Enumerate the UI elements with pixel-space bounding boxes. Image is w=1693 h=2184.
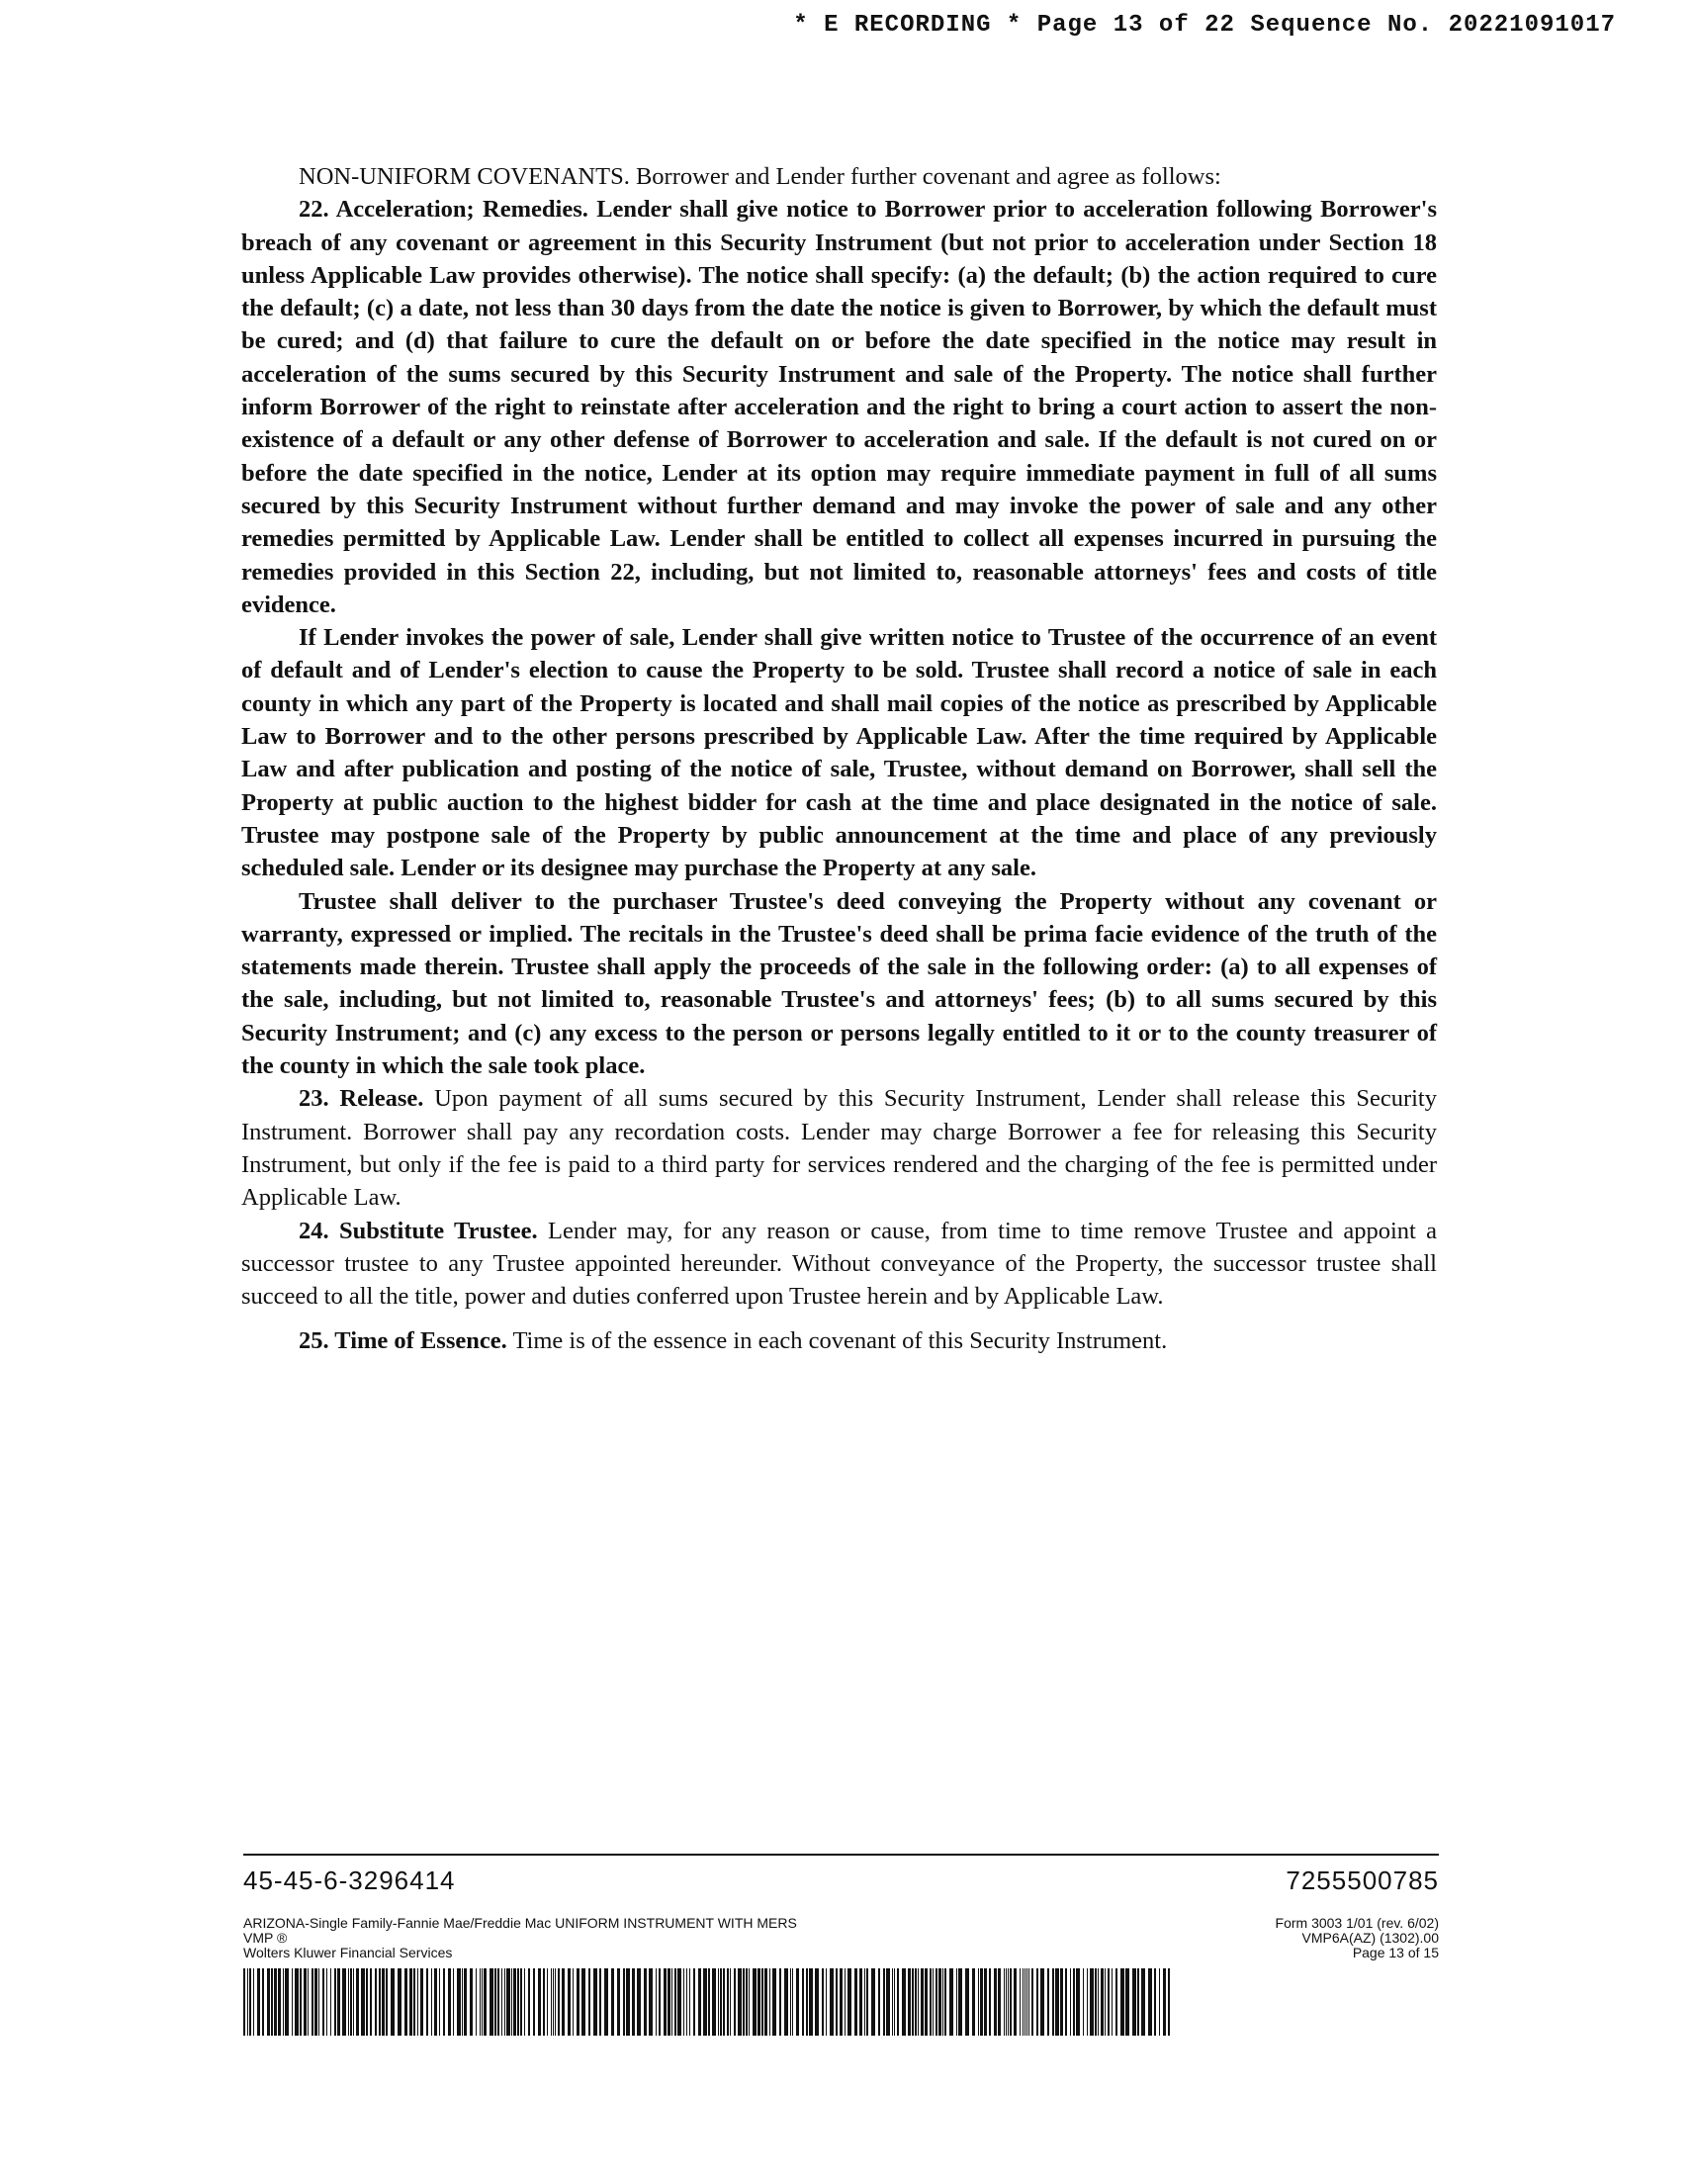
section-23-text: Upon payment of all sums secured by this Security Instrument, Lender shall release this Security Instrument. Borrower shall pay any recordation costs. Lender may charge Borrower a fee for releasing this Security Instrument, but only if the fee is paid to a third party for services rendered and the charging of the fee is permitted under Applicable Law. (241, 1085, 1437, 1212)
footer-form-info (243, 1916, 797, 1960)
document-number: 7255500785 (1286, 1866, 1439, 1895)
non-uniform-covenants-intro: NON-UNIFORM COVENANTS. Borrower and Lender further covenant and agree as follows: (299, 163, 1221, 190)
recording-header: * E RECORDING * Page 13 of 22 Sequence No. 20221091017 (793, 12, 1616, 39)
section-22-power-of-sale: If Lender invokes the power of sale, Lender shall give written notice to Trustee of the occurrence of an event of default and of Lender's election to cause the Property to be sold. Trustee shall record a notice of sale in each county in which any part of the Property is located and shall mail copies of the notice as prescribed by Applicable Law to Borrower and to the other persons prescribed by Applicable Law. After the time required by Applicable Law and after publication and posting of the notice of sale, Trustee, without demand on Borrower, shall sell the Property at public auction to the highest bidder for cash at the time and place designated in the notice of sale. Trustee may postpone sale of the Property by public announcement at the time and place of any previously scheduled sale. Lender or its designee may purchase the Property at any sale. (241, 624, 1437, 882)
section-23-paragraph (241, 1082, 1437, 1214)
section-22-paragraph (241, 193, 1437, 621)
section-22-text: Lender shall give notice to Borrower prior to acceleration following Borrower's breach of any covenant or agreement in this Security Instrument (but not prior to acceleration under Section 18 unless Applicable Law provides otherwise). The notice shall specify: (a) the default; (b) the action required to cure the default; (c) a date, not less than 30 days from the date the notice is given to Borrower, by which the default must be cured; and (d) that failure to cure the default on or before the date specified in the notice may result in acceleration of the sums secured by this Security Instrument and sale of the Property. The notice shall further inform Borrower of the right to reinstate after acceleration and the right to bring a court action to assert the non-existence of a default or any other defense of Borrower to acceleration and sale. If the default is not cured on or before the date specified in the notice, Lender at its option may require immediate payment in full of all sums secured by this Security Instrument without further demand and may invoke the power of sale and any other remedies permitted by Applicable Law. Lender shall be entitled to collect all expenses incurred in pursuing the remedies provided in this Section 22, including, but not limited to, reasonable attorneys' fees and costs of title evidence. (241, 196, 1438, 618)
footer-form-codes (1276, 1916, 1439, 1960)
section-24-heading: 24. Substitute Trustee. (299, 1217, 538, 1244)
section-25-text: Time is of the essence in each covenant of this Security Instrument. (512, 1327, 1168, 1355)
form-number: Form 3003 1/01 (rev. 6/02) (1275, 1915, 1439, 1931)
barcode-icon (243, 1968, 1171, 2036)
page-label: Page 13 of 15 (1352, 1945, 1439, 1960)
section-25-heading: 25. Time of Essence. (299, 1327, 507, 1355)
vmp-mark: VMP ® (243, 1930, 288, 1946)
section-23-heading: 23. Release. (299, 1085, 424, 1113)
footer-divider (243, 1854, 1439, 1856)
section-25-paragraph (241, 1324, 1437, 1357)
form-code: VMP6A(AZ) (1302).00 (1301, 1930, 1439, 1946)
section-24-text: Lender may, for any reason or cause, from time to time remove Trustee and appoint a successor trustee to any Trustee appointed hereunder. Without conveyance of the Property, the successor trustee shall succeed to all the title, power and duties conferred upon Trustee herein and by Applicable Law. (241, 1217, 1438, 1311)
section-22-trustee-deed: Trustee shall deliver to the purchaser Trustee's deed conveying the Property without any covenant or warranty, expressed or implied. The recitals in the Trustee's deed shall be prima facie evidence of the truth of the statements made therein. Trustee shall apply the proceeds of the sale in the following order: (a) to all expenses of the sale, including, but not limited to, reasonable Trustee's and attorneys' fees; (b) to all sums secured by this Security Instrument; and (c) any excess to the person or persons legally entitled to it or to the county treasurer of the county in which the sale took place. (241, 887, 1437, 1080)
publisher: Wolters Kluwer Financial Services (243, 1945, 453, 1960)
section-22-heading: 22. Acceleration; Remedies. (299, 196, 588, 224)
loan-number: 45-45-6-3296414 (243, 1866, 456, 1895)
section-24-paragraph (241, 1215, 1437, 1314)
form-title: ARIZONA-Single Family-Fannie Mae/Freddie Mac UNIFORM INSTRUMENT WITH MERS (243, 1915, 797, 1931)
document-body (241, 160, 1437, 1358)
